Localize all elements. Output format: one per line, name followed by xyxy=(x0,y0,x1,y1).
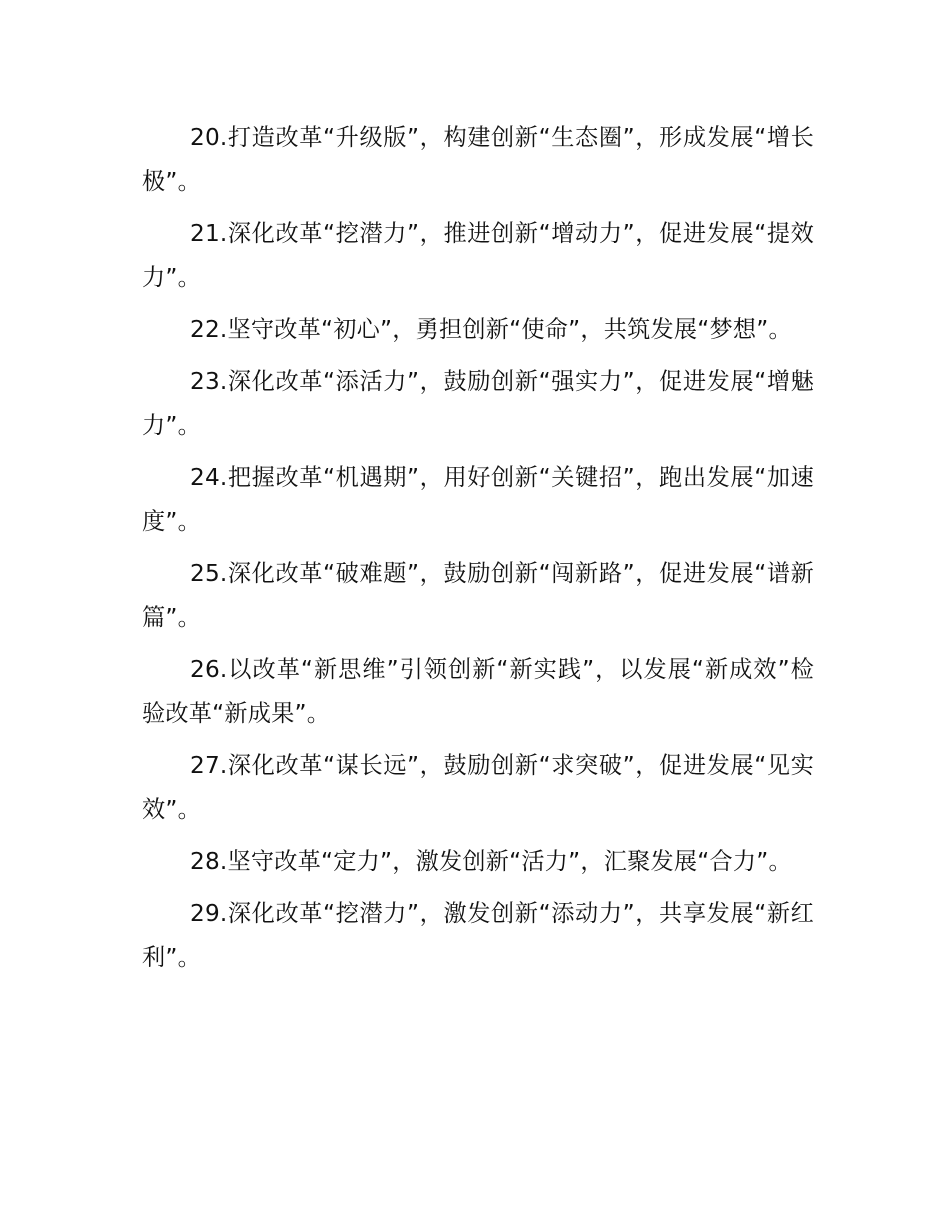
paragraph-20: 20.打造改革“升级版”，构建创新“生态圈”，形成发展“增长极”。 xyxy=(142,124,814,195)
paragraph-23: 23.深化改革“添活力”，鼓励创新“强实力”，促进发展“增魅力”。 xyxy=(142,368,814,439)
document-body xyxy=(142,116,814,980)
paragraph-21: 21.深化改革“挖潜力”，推进创新“增动力”，促进发展“提效力”。 xyxy=(142,220,814,291)
paragraph-27: 27.深化改革“谋长远”，鼓励创新“求突破”，促进发展“见实效”。 xyxy=(142,752,814,823)
paragraph-26: 26.以改革“新思维”引领创新“新实践”，以发展“新成效”检验改革“新成果”。 xyxy=(142,656,814,727)
paragraph-25: 25.深化改革“破难题”，鼓励创新“闯新路”，促进发展“谱新篇”。 xyxy=(142,560,814,631)
paragraph-29: 29.深化改革“挖潜力”，激发创新“添动力”，共享发展“新红利”。 xyxy=(142,900,814,971)
paragraph-28: 28.坚守改革“定力”，激发创新“活力”，汇聚发展“合力”。 xyxy=(190,848,792,875)
paragraph-24: 24.把握改革“机遇期”，用好创新“关键招”，跑出发展“加速度”。 xyxy=(142,464,814,535)
paragraph-22: 22.坚守改革“初心”，勇担创新“使命”，共筑发展“梦想”。 xyxy=(190,316,792,343)
